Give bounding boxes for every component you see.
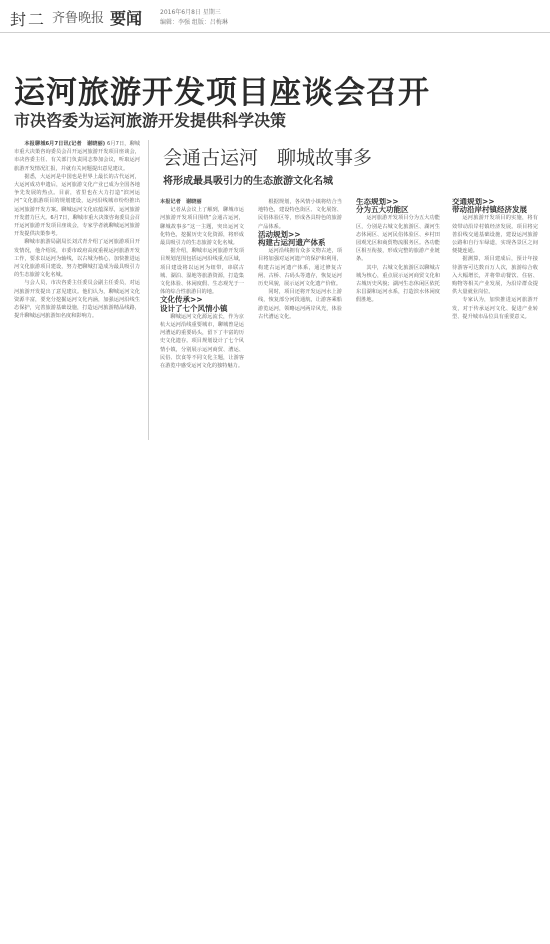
header-divider — [0, 32, 550, 33]
feature-paragraph: 据测算，项目建成后，预计年接待游客可达数百万人次，旅游综合收入大幅增长，并将带动餐饮、住宿、购物等相关产业发展，为沿岸群众提供大量就业岗位。 — [452, 256, 538, 296]
feature-paragraph: 其中，古城文化旅游区以聊城古城为核心，重点展示运河商贸文化和古城历史风貌；湖河生态休闲区依托东昌湖和运河水系，打造滨水休闲度假胜地。 — [356, 264, 440, 304]
feature-column-2 — [258, 198, 342, 468]
lead-paragraph: 据悉，大运河是中国也是世界上最长的古代运河，大运河成功申遗后，运河旅游文化产业已成为全国各地争先发展的热点。目前，省里也在大力打造“滨河运河”文化旅游项目的规划建设，运河沿线城市纷纷推出运河旅游开发方案。聊城运河文化底蕴深厚，运河旅游开发潜力巨大。6月7日，聊城市重大决策咨询委员会召开运河旅游开发项目座谈会，专家学者就聊城运河旅游开发提供决策参考。 — [14, 173, 140, 238]
feature-kicker: 会通古运河 聊城故事多 — [163, 147, 373, 169]
feature-paragraph: 记者从会议上了解到，聊城市运河旅游开发项目围绕“会通古运河，聊城故事多”这一主题，突出运河文化特色，挖掘历史文化资源，将形成最具吸引力的生态旅游文化名城。 — [160, 207, 244, 247]
newspaper-logo: 齐鲁晚报 — [52, 11, 105, 26]
section-subtitle: 带动沿岸村镇经济发展 — [452, 205, 527, 215]
feature-paragraph: 专家认为，加快推进运河旅游开发，对于传承运河文化、促进产业转型、提升城市品位具有重要意义。 — [452, 297, 538, 320]
section-label: 活动规划>> — [258, 229, 301, 239]
section-label: 生态规划>> — [356, 198, 399, 206]
page-label: 封二 — [10, 10, 47, 29]
feature-paragraph: 根据规划，各风情小镇将结合当地特色，建设特色街区、文化展馆、民俗体验区等，形成各具特色的旅游产品体系。 — [258, 199, 342, 230]
feature-paragraph: 同时，项目还将开发运河水上游线，恢复部分河段通航，让游客乘船游览运河，领略运河两岸风光，体验古代漕运文化。 — [258, 289, 342, 320]
section-title: 要闻 — [110, 9, 143, 28]
feature-deck: 将形成最具吸引力的生态旅游文化名城 — [163, 176, 333, 187]
feature-column-1 — [160, 198, 244, 468]
feature-paragraph: 运河旅游开发项目的实施，将有效带动沿岸村镇经济发展。项目将完善沿线交通基础设施，建设运河旅游公路和自行车绿道，实现各景区之间便捷连通。 — [452, 215, 538, 255]
section-subtitle: 分为五大功能区 — [356, 205, 409, 215]
feature-paragraph: 据介绍，聊城市运河旅游开发项目规划范围包括运河沿线重点区域，项目建设将以运河为纽带，串联古城、湖泊、湿地等旅游资源，打造集文化体验、休闲度假、生态观光于一体的综合性旅游目的地。 — [160, 248, 244, 296]
sub-headline: 市决咨委为运河旅游开发提供科学决策 — [14, 111, 287, 130]
editors-line: 编辑：李强 组版：吕梅琳 — [160, 19, 228, 26]
feature-paragraph: 聊城运河文化源远流长，作为京杭大运河沿线重要城市，聊城曾是运河漕运的重要码头，留下了丰富的历史文化遗存。项目规划设计了七个风情小镇，分别展示运河商贸、漕运、民俗、饮食等不同文化主题，让游客在游览中感受运河文化的独特魅力。 — [160, 313, 244, 370]
feature-paragraph: 运河沿线拥有众多文物古迹，项目将加强对运河遗产的保护和利用，构建古运河遗产体系，通过修复古闸、古桥、古码头等遗存，恢复运河历史风貌，展示运河文化遗产价值。 — [258, 248, 342, 288]
lead-paragraph: 6月7日，聊城市重大决策咨询委员会召开运河旅游开发项目座谈会，市决咨委主任、有关部门负责同志参加会议，听取运河旅游开发情况汇报，并就有关问题提出意见建议。 — [14, 141, 140, 172]
section-label: 交通规划>> — [452, 198, 495, 206]
date-line: 2016年6月8日 星期三 — [160, 9, 221, 16]
main-headline: 运河旅游开发项目座谈会召开 — [14, 75, 430, 111]
column-divider — [148, 140, 149, 440]
lead-paragraph: 聊城市旅游局副局长刘式青介绍了运河旅游项目开发情况，他介绍说，市委市政府高度重视运河旅游开发工作，要求以运河为轴线，以古城为核心，加快推进运河文化旅游项目建设，努力把聊城打造成为最具吸引力的生态旅游文化名城。 — [14, 239, 140, 279]
lead-paragraph: 与会人员，市决咨委主任委员会副主任委员，对运河旅游开发提出了意见建议。他们认为，聊城运河文化资源丰富，要充分挖掘运河文化内涵，加强运河沿线生态保护，完善旅游基础设施，打造运河旅游精品线路，提升聊城运河旅游知名度和影响力。 — [14, 280, 140, 320]
section-subtitle: 构建古运河遗产体系 — [258, 238, 326, 248]
lead-byline: 本报聊城6月7日讯(记者 谢晓丽) — [24, 141, 106, 147]
feature-paragraph: 运河旅游开发项目分为五大功能区，分别是古城文化旅游区、湖河生态休闲区、运河民俗体验区、乡村田园观光区和商贸物流服务区。各功能区相互衔接，形成完整的旅游产业链条。 — [356, 215, 440, 263]
masthead-bar — [0, 0, 550, 36]
section-label: 文化传承>> — [160, 295, 203, 305]
feature-byline: 本报记者 谢晓丽 — [160, 199, 202, 205]
lead-column — [14, 140, 140, 440]
feature-column-3 — [356, 198, 440, 468]
section-subtitle: 设计了七个风情小镇 — [160, 303, 228, 313]
feature-column-4 — [452, 198, 538, 468]
